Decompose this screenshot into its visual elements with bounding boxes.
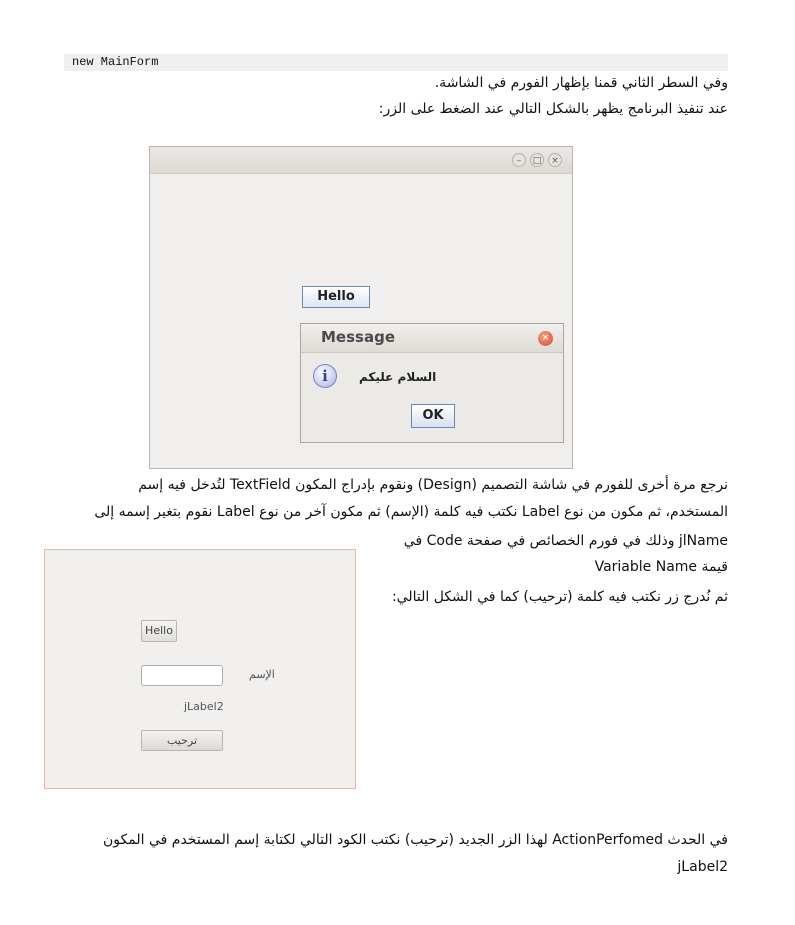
paragraph-line: في الحدث ActionPerfomed لهذا الزر الجديد (ترحيب) نكتب الكود التالي لكتابة إسم المستخدم في المكون (103, 832, 728, 848)
paragraph-line: ثم نُدرج زر نكتب فيه كلمة (ترحيب) كما في الشكل التالي: (391, 589, 728, 605)
jlabel2-label: jLabel2 (184, 700, 224, 713)
message-dialog (300, 323, 564, 443)
name-label: الإسم (249, 668, 275, 681)
paragraph-line: وفي السطر الثاني قمنا بإظهار الفورم في الشاشة. (434, 75, 728, 91)
dialog-title: Message (321, 328, 395, 346)
welcome-button[interactable]: ترحيب (141, 730, 223, 751)
close-icon[interactable]: × (548, 153, 562, 167)
paragraph-line: قيمة Variable Name (594, 559, 728, 575)
hello-button[interactable]: Hello (302, 286, 370, 308)
dialog-titlebar (301, 324, 563, 353)
paragraph-line: نرجع مرة أخرى للفورم في شاشة التصميم (Design) ونقوم بإدراج المكون TextField لتُدخل فيه إسم (138, 477, 728, 493)
hello-button[interactable]: Hello (141, 620, 177, 642)
screenshot-running-form (149, 146, 573, 469)
paragraph-line: المستخدم، ثم مكون من نوع Label نكتب فيه كلمة (الإسم) ثم مكون آخر من نوع Label نقوم بتغير إسمه إلى (94, 504, 728, 520)
screenshot-design-form (44, 549, 356, 789)
dialog-message: السلام عليكم (359, 370, 437, 384)
paragraph-line: jlName وذلك في فورم الخصائص في صفحة Code في (403, 533, 728, 549)
paragraph-line: عند تنفيذ البرنامج يظهر بالشكل التالي عند الضغط على الزر: (378, 101, 728, 117)
paragraph-line: jLabel2 (677, 859, 728, 875)
ok-button[interactable]: OK (411, 404, 455, 428)
maximize-icon[interactable]: □ (530, 153, 544, 167)
minimize-icon[interactable]: – (512, 153, 526, 167)
dialog-close-icon[interactable]: × (538, 331, 553, 346)
code-snippet: new MainForm (64, 54, 728, 71)
name-text-field[interactable] (141, 665, 223, 686)
window-titlebar (150, 147, 572, 174)
info-icon: i (313, 364, 337, 388)
